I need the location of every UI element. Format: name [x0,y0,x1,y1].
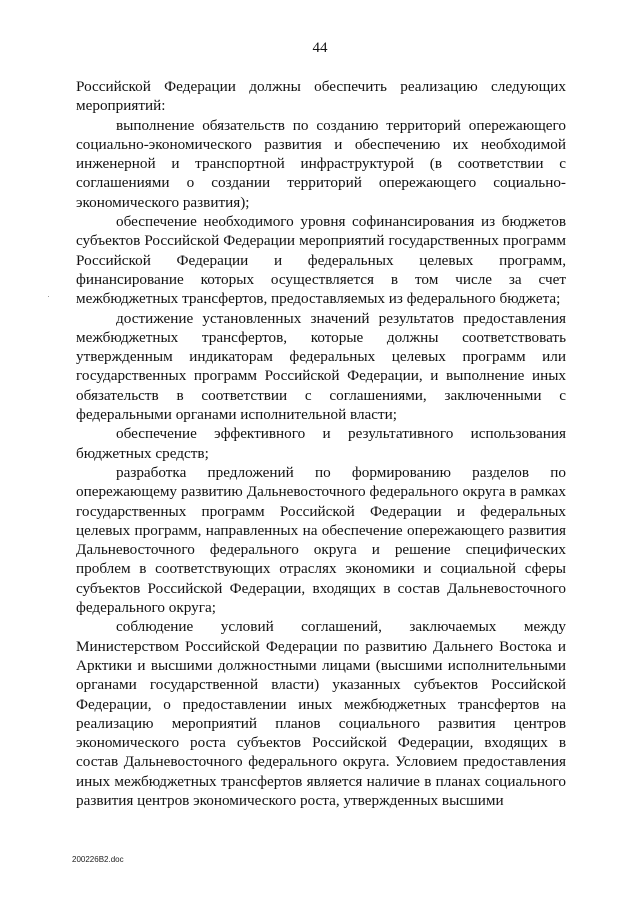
paragraph-proposals: разработка предложений по формированию разделов по опережающему развитию Дальневосточного федерального округа в рамках государственных программ Российской Федерации и федеральных целевых программ, направленных на обеспечение опережающего развития Дальневосточного федерального округа и решение специфических проблем в соответствующих отраслях экономики и социальной сферы субъектов Российской Федерации, входящих в состав Дальневосточного федерального округа; [76,463,566,617]
paragraph-agreements: соблюдение условий соглашений, заключаемых между Министерством Российской Федерации по развитию Дальнего Востока и Арктики и высшими должностными лицами (высшими исполнительными органами государственной власти) указанных субъектов Российской Федерации, о предоставлении иных межбюджетных трансфертов на реализацию мероприятий планов социального развития центров экономического роста субъектов Российской Федерации, входящих в состав Дальневосточного федерального округа. Условием предоставления иных межбюджетных трансфертов является наличие в планах социального развития центров экономического роста, утвержденных высшими [76,618,566,809]
paragraph-efficiency: обеспечение эффективного и результативного использования бюджетных средств; [76,425,566,462]
paragraph-continuation: Российской Федерации должны обеспечить реализацию следующих мероприятий: [76,78,566,115]
page-number: 44 [312,40,328,56]
paragraph-cofinancing: обеспечение необходимого уровня софинансирования из бюджетов субъектов Российской Федерации мероприятий государственных программ Российской Федерации и федеральных целевых программ, финансирование которых осуществляется в том числе за счет межбюджетных трансфертов, предоставляемых из федерального бюджета; [76,213,566,308]
footer-filename: 200226B2.doc [72,855,124,864]
margin-mark [48,296,49,297]
paragraph-territories: выполнение обязательств по созданию территорий опережающего социально-экономического развития и обеспечению их необходимой инженерной и транспортной инфраструктурой (в соответствии с соглашениями о создании территорий опережающего социально-экономического развития); [76,116,566,211]
paragraph-results: достижение установленных значений результатов предоставления межбюджетных трансфертов, которые должны соответствовать утвержденным индикаторам федеральных целевых программ или государственных программ Российской Федерации, и выполнение иных обязательств в соответствии с соглашениями, заключенными с федеральными органами исполнительной власти; [76,309,566,424]
document-body [76,77,566,810]
